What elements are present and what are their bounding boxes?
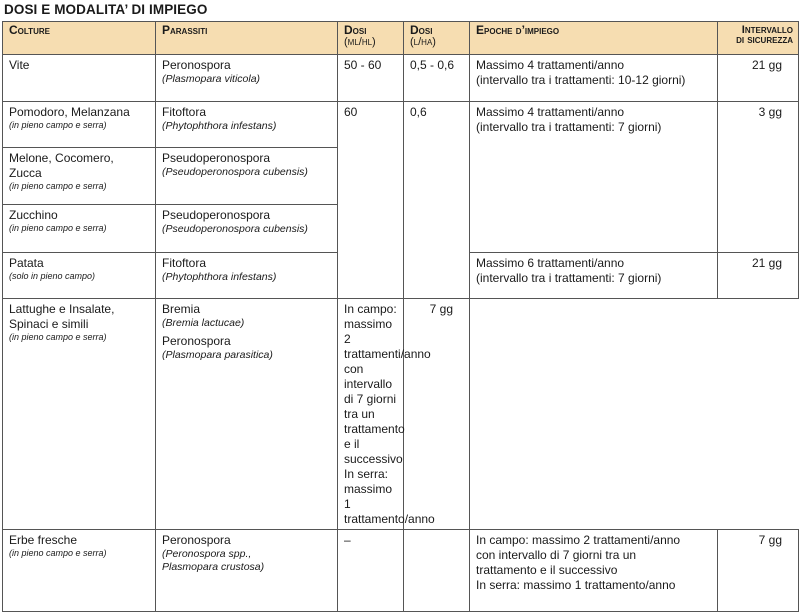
parassita-latin: (Bremia lactucae) <box>162 317 245 329</box>
parassita-name: Fitoftora <box>162 105 207 119</box>
coltura-note: (in pieno campo e serra) <box>9 181 107 191</box>
coltura-cell <box>3 299 156 530</box>
header-dosi-l <box>404 22 470 55</box>
dosi-ml-cell: 60 <box>338 102 404 299</box>
dosi-ml-cell: – <box>338 530 404 612</box>
header-dosi-l-label: Dosi <box>410 23 433 37</box>
coltura-name: Pomodoro, Melanzana <box>9 105 130 119</box>
header-dosi-l-unit: (l/ha) <box>410 36 436 48</box>
intervallo-cell: 7 gg <box>718 530 799 612</box>
coltura-note: (in pieno campo e serra) <box>9 332 107 342</box>
dosage-table <box>2 21 799 612</box>
intervallo-cell: 7 gg <box>404 299 470 530</box>
header-dosi-ml-label: Dosi <box>344 23 367 37</box>
parassita-name: Pseudoperonospora <box>162 151 271 165</box>
intervallo-cell: 21 gg <box>718 253 799 299</box>
header-intervallo-2: di sicurezza <box>736 34 793 46</box>
parassita-cell <box>156 102 338 148</box>
dosi-l-cell: 0,5 - 0,6 <box>404 55 470 102</box>
epoche-cell <box>470 55 718 102</box>
coltura-name-2: Zucca <box>9 166 42 180</box>
epoche-line: (intervallo tra i trattamenti: 7 giorni) <box>476 120 662 134</box>
table-row <box>3 102 799 148</box>
table-row <box>3 299 799 530</box>
epoche-line: Massimo 6 trattamenti/anno <box>476 256 625 270</box>
dosi-l-cell: 0,6 <box>404 102 470 299</box>
epoche-cell <box>470 253 718 299</box>
coltura-note: (solo in pieno campo) <box>9 271 96 281</box>
dosi-l-cell <box>404 530 470 612</box>
header-intervallo <box>718 22 799 55</box>
epoche-line: trattamento e il successivo <box>344 422 405 466</box>
parassita-cell <box>156 299 338 530</box>
coltura-name: Erbe fresche <box>9 533 78 547</box>
table-row <box>3 530 799 612</box>
dosi-ml-cell: 50 - 60 <box>338 55 404 102</box>
epoche-line: con intervallo di 7 giorni tra un <box>344 362 397 421</box>
epoche-line: Massimo 4 trattamenti/anno <box>476 58 625 72</box>
page-title: DOSI E MODALITA’ DI IMPIEGO <box>4 2 208 17</box>
parassita-cell <box>156 253 338 299</box>
epoche-line: In serra: massimo 1 trattamento/anno <box>344 467 435 526</box>
header-intervallo-1: Intervallo <box>741 24 793 36</box>
coltura-name: Lattughe e Insalate, <box>9 302 115 316</box>
parassita-name: Fitoftora <box>162 256 207 270</box>
epoche-line: (intervallo tra i trattamenti: 7 giorni) <box>476 271 662 285</box>
table-row <box>3 55 799 102</box>
parassita-name: Pseudoperonospora <box>162 208 271 222</box>
coltura-note: (in pieno campo e serra) <box>9 223 107 233</box>
parassita-latin: (Pseudoperonospora cubensis) <box>162 166 308 178</box>
header-parassiti: Parassiti <box>156 22 338 55</box>
parassita-name-2: Peronospora <box>162 334 231 348</box>
coltura-cell <box>3 205 156 253</box>
parassita-cell <box>156 55 338 102</box>
parassita-cell <box>156 530 338 612</box>
header-epoche: Epoche d’impiego <box>470 22 718 55</box>
parassita-latin: (Plasmopara viticola) <box>162 73 261 85</box>
header-dosi-ml-unit: (ml/hl) <box>344 36 376 48</box>
coltura-cell <box>3 530 156 612</box>
coltura-note: (in pieno campo e serra) <box>9 548 107 558</box>
parassita-latin-2: (Plasmopara parasitica) <box>162 349 273 361</box>
coltura-name: Patata <box>9 256 44 270</box>
epoche-line: con intervallo di 7 giorni tra un <box>476 548 637 562</box>
epoche-cell <box>470 102 718 253</box>
header-dosi-ml <box>338 22 404 55</box>
epoche-line: In campo: massimo 2 trattamenti/anno <box>344 302 431 361</box>
coltura-cell <box>3 55 156 102</box>
epoche-line: In serra: massimo 1 trattamento/anno <box>476 578 676 592</box>
epoche-line: (intervallo tra i trattamenti: 10-12 giorni) <box>476 73 686 87</box>
epoche-line: trattamento e il successivo <box>476 563 618 577</box>
parassita-name: Bremia <box>162 302 201 316</box>
table-header-row <box>3 22 799 55</box>
epoche-line: Massimo 4 trattamenti/anno <box>476 105 625 119</box>
header-colture: Colture <box>3 22 156 55</box>
coltura-name-2: Spinaci e simili <box>9 317 89 331</box>
coltura-cell <box>3 148 156 205</box>
epoche-line: In campo: massimo 2 trattamenti/anno <box>476 533 681 547</box>
parassita-latin: (Phytophthora infestans) <box>162 271 277 283</box>
intervallo-cell: 3 gg <box>718 102 799 253</box>
epoche-cell <box>338 299 435 530</box>
coltura-cell <box>3 102 156 148</box>
coltura-name: Vite <box>9 58 30 72</box>
parassita-cell <box>156 148 338 205</box>
parassita-latin: (Peronospora spp., <box>162 548 252 560</box>
parassita-latin-b: Plasmopara crustosa) <box>162 561 265 573</box>
epoche-cell <box>470 530 718 612</box>
parassita-latin: (Phytophthora infestans) <box>162 120 277 132</box>
coltura-name: Zucchino <box>9 208 58 222</box>
intervallo-cell: 21 gg <box>718 55 799 102</box>
parassita-name: Peronospora <box>162 58 231 72</box>
parassita-cell <box>156 205 338 253</box>
coltura-name: Melone, Cocomero, <box>9 151 114 165</box>
coltura-note: (in pieno campo e serra) <box>9 120 107 130</box>
coltura-cell <box>3 253 156 299</box>
parassita-latin: (Pseudoperonospora cubensis) <box>162 223 308 235</box>
parassita-name: Peronospora <box>162 533 231 547</box>
